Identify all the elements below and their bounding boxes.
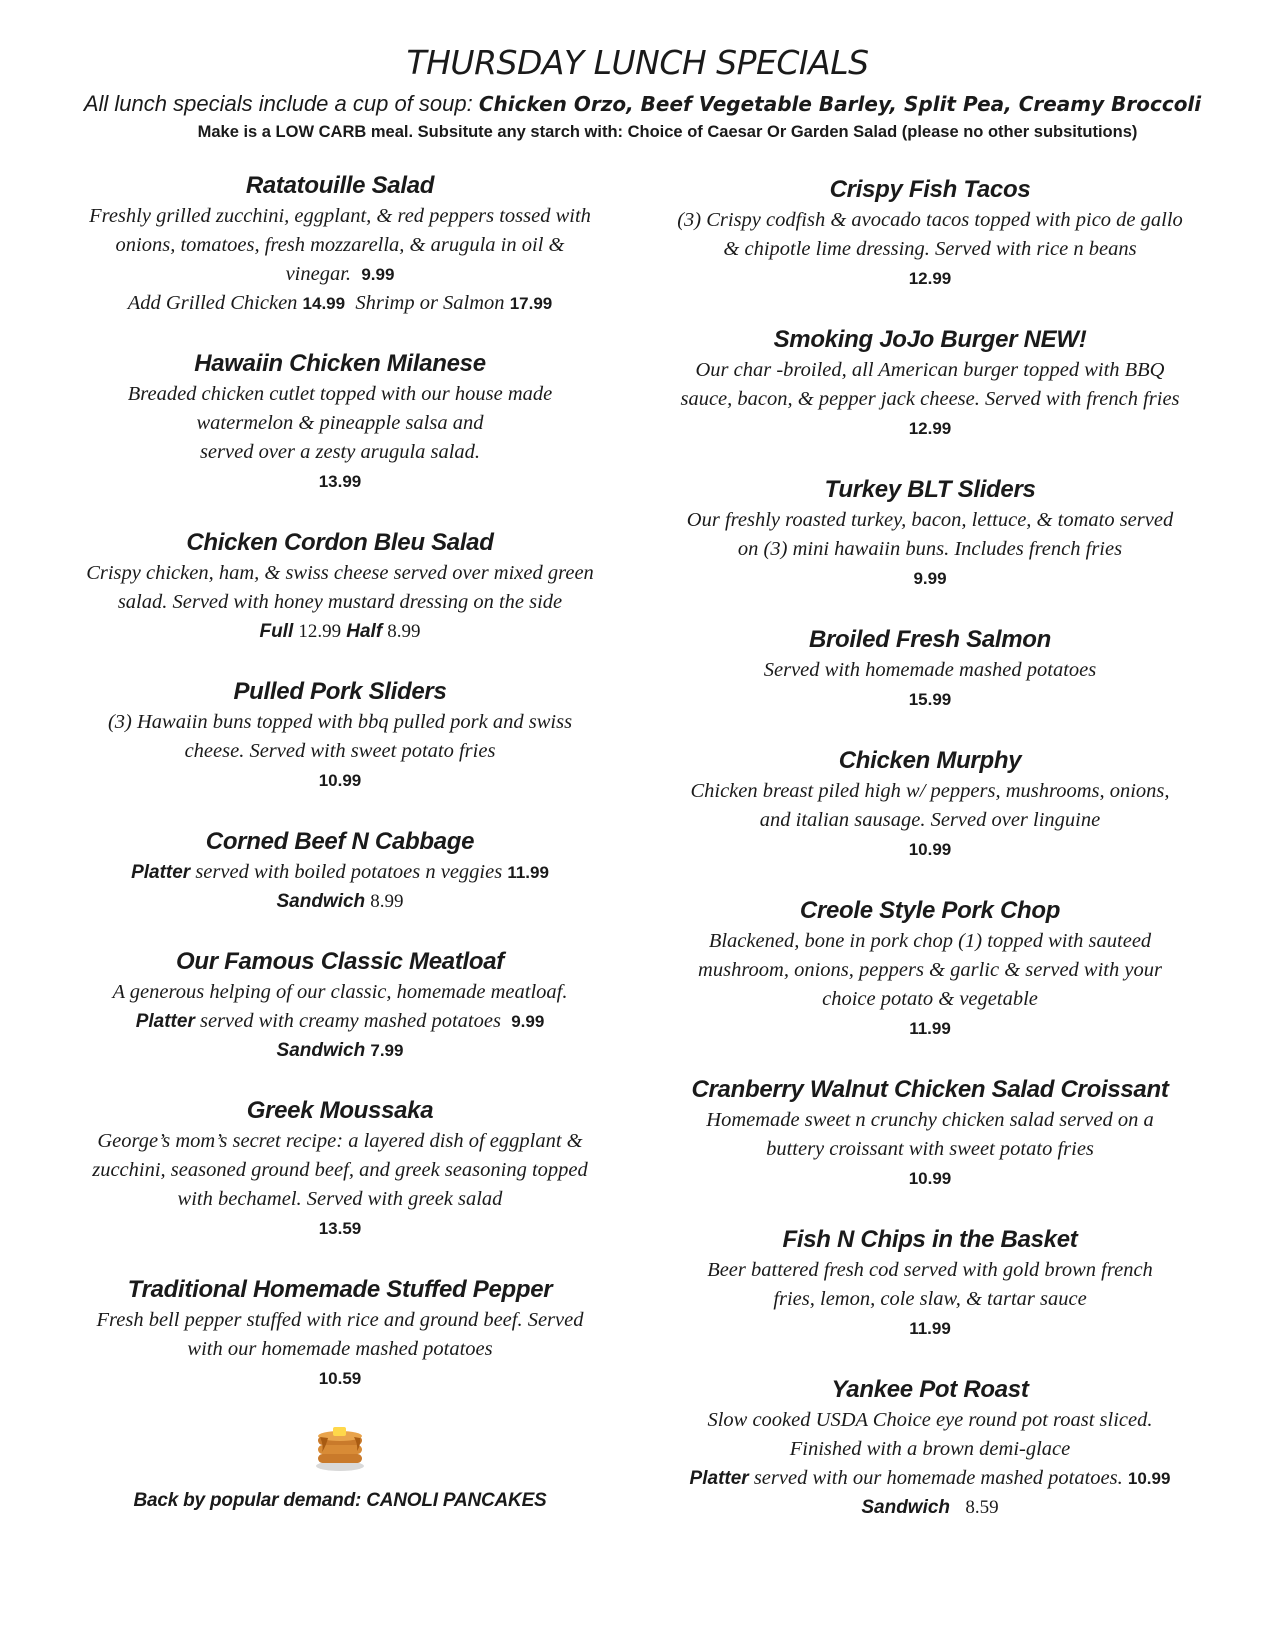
- item-desc: Crispy chicken, ham, & swiss cheese served over mixed green: [86, 562, 594, 584]
- platter-text: served with creamy mashed potatoes: [199, 1010, 501, 1032]
- menu-item: [60, 348, 620, 497]
- menu-item: [60, 1274, 620, 1394]
- platter-line: [60, 1007, 620, 1036]
- item-price: 13.99: [318, 472, 362, 491]
- item-desc: on (3) mini hawaiin buns. Includes french fries: [737, 538, 1123, 560]
- item-desc: with our homemade mashed potatoes: [187, 1338, 493, 1360]
- item-name: Cranberry Walnut Chicken Salad Croissant: [691, 1076, 1169, 1103]
- item-price: 10.59: [318, 1369, 362, 1388]
- item-desc: served over a zesty arugula salad.: [199, 441, 481, 463]
- item-desc-price-line: [60, 260, 620, 289]
- item-desc: Freshly grilled zucchini, eggplant, & red peppers tossed with: [89, 205, 591, 227]
- add-on-label: Add Grilled Chicken: [127, 292, 298, 314]
- add-on-line: [60, 289, 620, 318]
- platter-label: Platter: [135, 1011, 195, 1032]
- item-desc: vinegar.: [285, 263, 352, 285]
- menu-item: [60, 826, 620, 916]
- menu-item: [640, 1224, 1220, 1344]
- item-price: 10.99: [318, 771, 362, 790]
- platter-label: Platter: [131, 862, 191, 883]
- sandwich-price: 8.99: [370, 891, 404, 912]
- item-desc: choice potato & vegetable: [822, 988, 1038, 1010]
- menu-item: [60, 676, 620, 796]
- item-price: 11.99: [909, 1319, 951, 1338]
- add-on-label: Shrimp or Salmon: [355, 292, 505, 314]
- item-price: 12.99: [908, 419, 952, 438]
- menu-item: [640, 174, 1220, 294]
- item-desc: George’s mom’s secret recipe: a layered dish of eggplant &: [97, 1130, 583, 1152]
- size-label: Half: [346, 621, 383, 642]
- item-price: 12.99: [908, 269, 952, 288]
- item-desc: Fresh bell pepper stuffed with rice and ground beef. Served: [96, 1309, 584, 1331]
- item-desc: Breaded chicken cutlet topped with our house made: [127, 383, 553, 405]
- item-name: Chicken Murphy: [838, 747, 1022, 774]
- menu-item: [640, 1074, 1220, 1194]
- sandwich-label: Sandwich: [861, 1497, 951, 1518]
- item-desc: Our char -broiled, all American burger topped with BBQ: [695, 359, 1165, 381]
- menu-item: [640, 624, 1220, 715]
- item-price: 15.99: [908, 690, 952, 709]
- add-on-price: 14.99: [302, 294, 346, 313]
- item-desc: Beer battered fresh cod served with gold brown french: [707, 1259, 1153, 1281]
- page-title: THURSDAY LUNCH SPECIALS: [406, 43, 869, 82]
- item-desc: cheese. Served with sweet potato fries: [184, 740, 496, 762]
- size-label: Full: [259, 621, 294, 642]
- sandwich-line: [640, 1493, 1220, 1522]
- pancake-icon: [314, 1424, 366, 1472]
- item-desc: Chicken breast piled high w/ peppers, mushrooms, onions,: [690, 780, 1170, 802]
- item-desc: and italian sausage. Served over linguine: [759, 809, 1101, 831]
- menu-item: [640, 1374, 1220, 1522]
- item-desc: (3) Hawaiin buns topped with bbq pulled pork and swiss: [107, 711, 573, 733]
- item-name: Broiled Fresh Salmon: [808, 626, 1052, 653]
- menu-item: [60, 946, 620, 1065]
- sandwich-label: Sandwich: [276, 891, 366, 912]
- item-price: 9.99: [913, 569, 947, 588]
- footer-note: Back by popular demand: CANOLI PANCAKES: [133, 1490, 547, 1511]
- item-price: 9.99: [361, 265, 395, 284]
- right-column: [640, 174, 1220, 1522]
- item-name: Turkey BLT Sliders: [824, 476, 1036, 503]
- item-desc: A generous helping of our classic, homemade meatloaf.: [112, 981, 568, 1003]
- menu-item: [60, 170, 620, 318]
- item-desc: Homemade sweet n crunchy chicken salad served on a: [706, 1109, 1154, 1131]
- item-desc: Finished with a brown demi-glace: [789, 1438, 1071, 1460]
- item-name: Fish N Chips in the Basket: [782, 1226, 1078, 1253]
- soup-prefix: All lunch specials include a cup of soup:: [83, 91, 473, 116]
- menu-item: [60, 1095, 620, 1244]
- sandwich-price: 7.99: [370, 1041, 404, 1060]
- item-price: 10.99: [908, 1169, 952, 1188]
- menu-item: [640, 895, 1220, 1044]
- item-desc: Blackened, bone in pork chop (1) topped with sauteed: [708, 930, 1152, 952]
- left-column: [60, 170, 620, 1512]
- item-name: Smoking JoJo Burger NEW!: [773, 326, 1087, 353]
- platter-line: [640, 1464, 1220, 1493]
- platter-price: 9.99: [511, 1012, 545, 1031]
- platter-price: 11.99: [507, 863, 549, 882]
- sandwich-line: [60, 1036, 620, 1065]
- item-desc: Slow cooked USDA Choice eye round pot roast sliced.: [707, 1409, 1153, 1431]
- item-desc: with bechamel. Served with greek salad: [177, 1188, 503, 1210]
- item-desc: (3) Crispy codfish & avocado tacos topped with pico de gallo: [677, 209, 1183, 231]
- low-carb-note: Make is a LOW CARB meal. Subsitute any starch with: Choice of Caesar Or Garden Salad (please no other subsitutions): [197, 123, 1138, 141]
- soup-line: [0, 90, 1275, 118]
- item-price: 11.99: [909, 1019, 951, 1038]
- menu-item: [640, 745, 1220, 865]
- item-name: Creole Style Pork Chop: [799, 897, 1061, 924]
- item-desc: onions, tomatoes, fresh mozzarella, & arugula in oil &: [115, 234, 565, 256]
- item-desc: buttery croissant with sweet potato fries: [766, 1138, 1094, 1160]
- item-desc: watermelon & pineapple salsa and: [196, 412, 484, 434]
- platter-line: [60, 858, 620, 887]
- item-name: Corned Beef N Cabbage: [205, 828, 475, 855]
- item-desc: & chipotle lime dressing. Served with rice n beans: [723, 238, 1137, 260]
- item-desc: mushroom, onions, peppers & garlic & served with your: [698, 959, 1162, 981]
- item-price: 13.59: [318, 1219, 362, 1238]
- size-price: 12.99: [298, 621, 342, 642]
- size-price-line: [60, 617, 620, 646]
- sandwich-label: Sandwich: [276, 1040, 366, 1061]
- item-desc: fries, lemon, cole slaw, & tartar sauce: [773, 1288, 1087, 1310]
- item-name: Pulled Pork Sliders: [233, 678, 447, 705]
- platter-price: 10.99: [1127, 1469, 1171, 1488]
- platter-text: served with boiled potatoes n veggies: [195, 861, 503, 883]
- sandwich-price: 8.59: [965, 1497, 999, 1518]
- add-on-price: 17.99: [509, 294, 553, 313]
- item-desc: zucchini, seasoned ground beef, and greek seasoning topped: [92, 1159, 588, 1181]
- item-name: Ratatouille Salad: [245, 172, 435, 199]
- item-name: Chicken Cordon Bleu Salad: [186, 529, 494, 556]
- item-name: Our Famous Classic Meatloaf: [176, 948, 504, 975]
- item-desc: Served with homemade mashed potatoes: [763, 659, 1097, 681]
- soup-list: Chicken Orzo, Beef Vegetable Barley, Split Pea, Creamy Broccoli: [478, 92, 1202, 116]
- item-name: Yankee Pot Roast: [831, 1376, 1029, 1403]
- platter-text: served with our homemade mashed potatoes.: [753, 1467, 1123, 1489]
- item-name: Hawaiin Chicken Milanese: [194, 350, 486, 377]
- platter-label: Platter: [689, 1468, 749, 1489]
- menu-header: [0, 38, 1275, 144]
- item-desc: sauce, bacon, & pepper jack cheese. Served with french fries: [680, 388, 1180, 410]
- item-desc: salad. Served with honey mustard dressing on the side: [117, 591, 563, 613]
- item-name: Crispy Fish Tacos: [829, 176, 1031, 203]
- item-name: Traditional Homemade Stuffed Pepper: [127, 1276, 553, 1303]
- item-name: Greek Moussaka: [246, 1097, 434, 1124]
- item-desc: Our freshly roasted turkey, bacon, lettuce, & tomato served: [686, 509, 1174, 531]
- menu-item: [60, 527, 620, 646]
- menu-item: [640, 324, 1220, 444]
- item-price: 10.99: [908, 840, 952, 859]
- sandwich-line: [60, 887, 620, 916]
- menu-item: [640, 474, 1220, 594]
- size-price: 8.99: [387, 621, 421, 642]
